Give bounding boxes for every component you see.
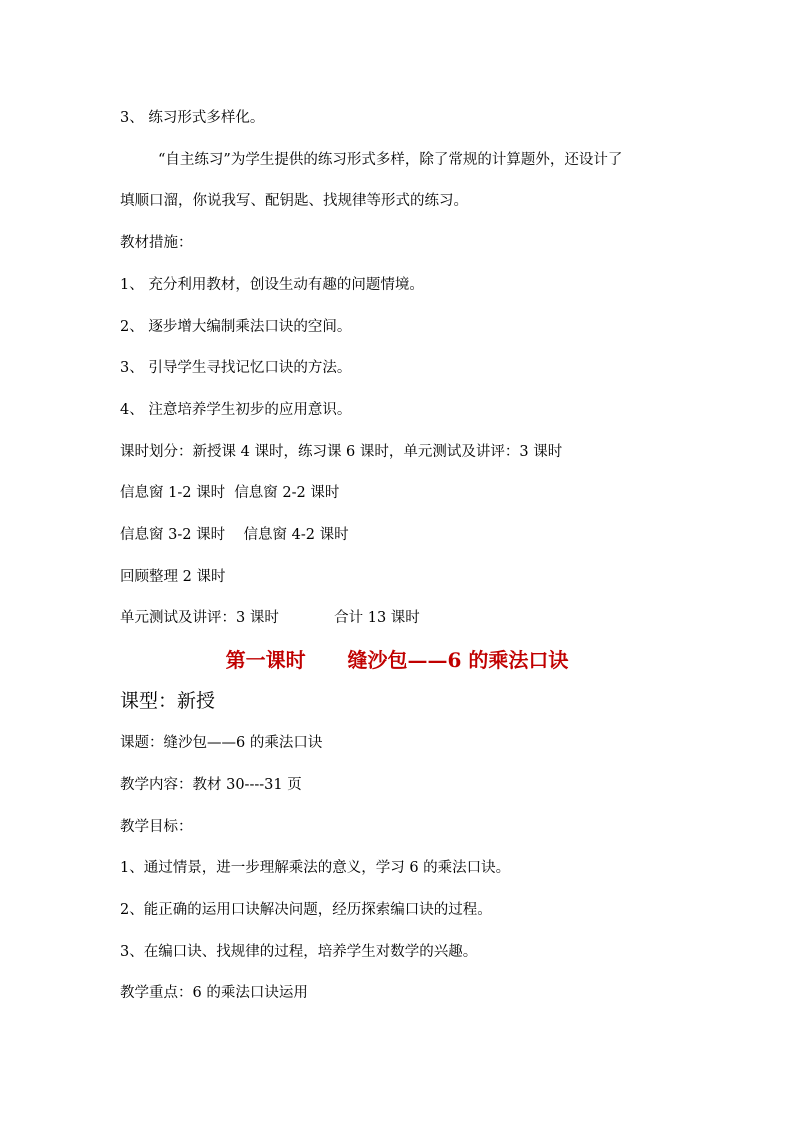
lesson-content: 教学内容：教材 30----31 页 <box>120 777 302 793</box>
measures-item-4: 4、 注意培养学生初步的应用意识。 <box>120 402 352 418</box>
goal-item-1: 1、通过情景，进一步理解乘法的意义，学习 6 的乘法口诀。 <box>120 860 511 876</box>
schedule-row-2: 信息窗 3-2 课时 信息窗 4-2 课时 <box>120 527 349 543</box>
schedule-review: 回顾整理 2 课时 <box>120 569 226 585</box>
measures-item-1: 1、 充分利用教材，创设生动有趣的问题情境。 <box>120 277 424 293</box>
goal-item-3: 3、在编口诀、找规律的过程，培养学生对数学的兴趣。 <box>120 944 478 960</box>
key-point: 教学重点：6 的乘法口诀运用 <box>120 985 308 1001</box>
goals-title: 教学目标： <box>120 819 193 835</box>
lesson-topic: 课题：缝沙包——6 的乘法口诀 <box>120 735 323 751</box>
goal-item-2: 2、能正确的运用口诀解决问题，经历探索编口诀的过程。 <box>120 902 492 918</box>
lesson-heading: 第一课时 缝沙包——6 的乘法口诀 <box>225 648 569 672</box>
practice-item-3: 3、 练习形式多样化。 <box>120 110 265 126</box>
schedule-total: 单元测试及讲评：3 课时 合计 13 课时 <box>120 610 420 626</box>
schedule-summary: 课时划分：新授课 4 课时，练习课 6 课时，单元测试及讲评：3 课时 <box>120 444 563 460</box>
measures-title: 教材措施： <box>120 235 193 251</box>
practice-paragraph-line-1: “自主练习”为学生提供的练习形式多样，除了常规的计算题外，还设计了 <box>158 152 623 168</box>
lesson-type: 课型：新授 <box>120 690 216 712</box>
measures-item-3: 3、 引导学生寻找记忆口诀的方法。 <box>120 360 352 376</box>
measures-item-2: 2、 逐步增大编制乘法口诀的空间。 <box>120 319 352 335</box>
practice-paragraph-line-2: 填顺口溜，你说我写、配钥匙、找规律等形式的练习。 <box>120 193 468 209</box>
schedule-row-1: 信息窗 1-2 课时 信息窗 2-2 课时 <box>120 485 340 501</box>
